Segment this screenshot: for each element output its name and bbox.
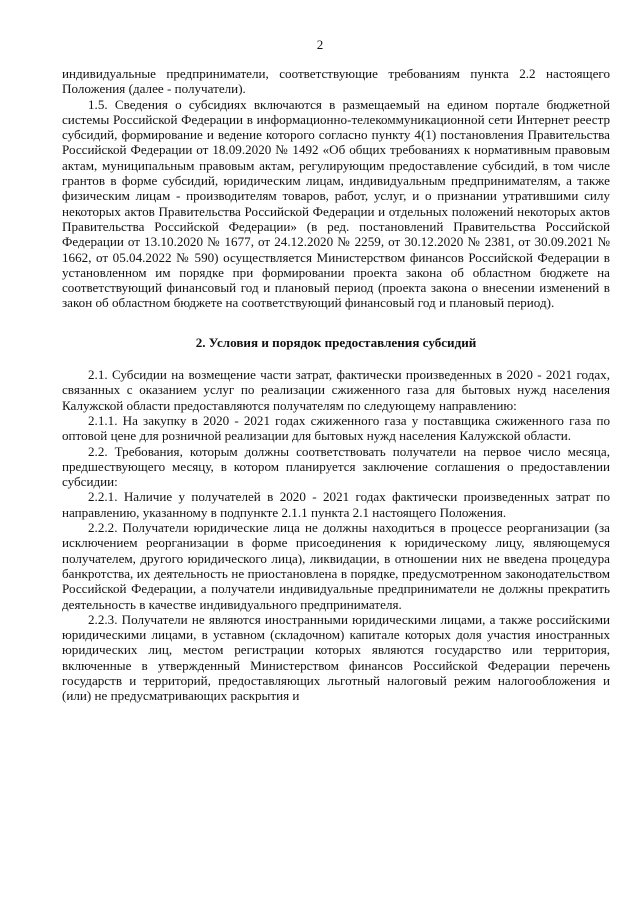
- paragraph-2-2-2: 2.2.2. Получатели юридические лица не должны находиться в процессе реорганизации (за исключением реорганизации в форме присоединения к юридическому лицу, являющемуся получателем, другого юридического лица), ликвидации, в отношении них не введена процедура банкротства, их деятельность не приостановлена в порядке, предусмотренном законодательством Российской Федерации, а получатели индивидуальные предприниматели не должны прекратить деятельность в качестве индивидуального предпринимателя.: [62, 520, 610, 612]
- paragraph-2-2-3: 2.2.3. Получатели не являются иностранными юридическими лицами, а также российскими юридическими лицами, в уставном (складочном) капитале которых доля участия иностранных юридических лиц, местом регистрации которых являются государство или территория, включенные в утвержденный Министерством финансов Российской Федерации перечень государств и территорий, предоставляющих льготный налоговый режим налогообложения и (или) не предусматривающих раскрытия и: [62, 611, 610, 704]
- paragraph-2-2: 2.2. Требования, которым должны соответствовать получатели на первое число месяца, предшествующего месяцу, в котором планируется заключение соглашения о предоставлении субсидии:: [62, 443, 610, 490]
- paragraph-2-2-1: 2.2.1. Наличие у получателей в 2020 - 2021 годах фактически произведенных затрат по направлению, указанному в подпункте 2.1.1 пункта 2.1 настоящего Положения.: [62, 489, 610, 520]
- paragraph-2-1: 2.1. Субсидии на возмещение части затрат, фактически произведенных в 2020 - 2021 годах, связанных с оказанием услуг по реализации сжиженного газа для бытовых нужд населения Калужской области предоставляются получателям по следующему направлению:: [62, 367, 610, 413]
- document-body: [62, 66, 610, 704]
- paragraph-recipients-continuation: индивидуальные предприниматели, соответствующие требованиям пункта 2.2 настоящего Положения (далее - получатели).: [62, 66, 610, 97]
- paragraph-2-1-1: 2.1.1. На закупку в 2020 - 2021 годах сжиженного газа у поставщика сжиженного газа по оптовой цене для розничной реализации для бытовых нужд населения Калужской области.: [62, 412, 610, 444]
- section-heading: 2. Условия и порядок предоставления субсидий: [195, 334, 477, 350]
- page-number: 2: [316, 37, 324, 52]
- paragraph-1-5: 1.5. Сведения о субсидиях включаются в размещаемый на едином портале бюджетной системы Российской Федерации в информационно-телекоммуникационной сети Интернет реестр субсидий, формирование и ведение которого согласно пункту 4(1) постановления Правительства Российской Федерации от 18.09.2020 № 1492 «Об общих требованиях к нормативным правовым актам, муниципальным правовым актам, регулирующим предоставление субсидий, в том числе грантов в форме субсидий, юридическим лицам, индивидуальным предпринимателям, а также физическим лицам - производителям товаров, работ, услуг, и о признании утратившими силу некоторых актов Правительства Российской Федерации и отдельных положений некоторых актов Правительства Российской Федерации» (в ред. постановлений Правительства Российской Федерации от 13.10.2020 № 1677, от 24.12.2020 № 2259, от 30.12.2020 № 2381, от 30.09.2021 № 1662, от 05.04.2022 № 590) осуществляется Министерством финансов Российской Федерации в установленном им порядке при формировании проекта закона об областном бюджете на соответствующий финансовый год и плановый период (проекта закона о внесении изменений в закон об областном бюджете на соответствующий финансовый год и плановый период).: [62, 96, 610, 311]
